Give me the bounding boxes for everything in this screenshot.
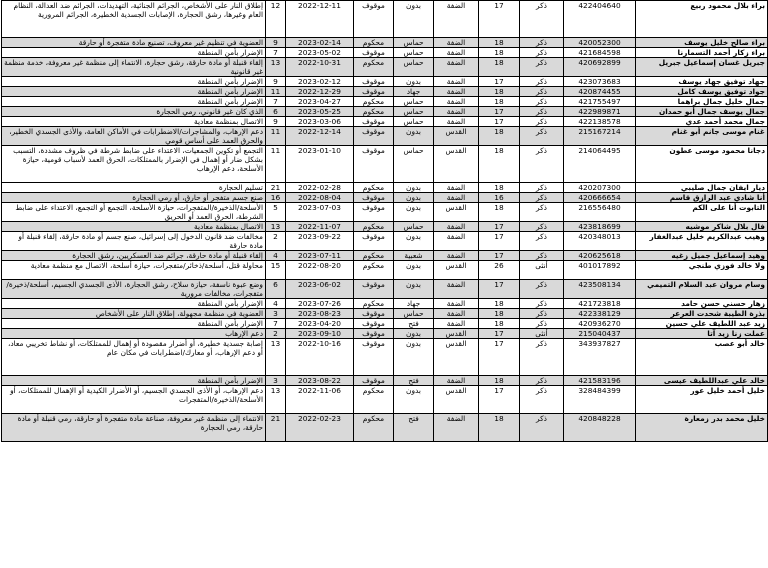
cell-age: 18 <box>479 97 520 107</box>
cell-charges: العضوية في تنظيم غير معروف، تصنيع مادة متفجرة أو حارقة <box>2 38 266 48</box>
cell-region: الضفة <box>434 319 479 329</box>
cell-months: 7 <box>266 319 286 329</box>
cell-affiliation: بدون <box>394 339 434 376</box>
cell-age: 18 <box>479 376 520 386</box>
cell-status: محكوم <box>354 38 394 48</box>
cell-date: 2023-02-14 <box>286 38 354 48</box>
cell-id-number: 423508134 <box>564 280 636 299</box>
cell-id-number: 216556480 <box>564 203 636 222</box>
cell-status: موقوف <box>354 319 394 329</box>
cell-charges: الإضرار بأمن المنطقة <box>2 48 266 58</box>
cell-affiliation: حماس <box>394 38 434 48</box>
cell-date: 2023-09-10 <box>286 329 354 339</box>
cell-charges: دعم الإرهاب <box>2 329 266 339</box>
cell-charges: دعم الإرهاب، والمشاجرات/الاضطرابات في الأماكن العامة، والأذى الجسدي الخطير، والحرق العمد على أساس قومي <box>2 127 266 146</box>
cell-id-number: 215167214 <box>564 127 636 146</box>
cell-affiliation: فتح <box>394 319 434 329</box>
table-row <box>2 319 768 329</box>
cell-date: 2023-04-27 <box>286 97 354 107</box>
cell-gender: ذكر <box>520 376 564 386</box>
cell-status: محكوم <box>354 58 394 77</box>
cell-charges: الإضرار بأمن المنطقة <box>2 319 266 329</box>
table-body <box>2 1 768 442</box>
cell-status: محكوم <box>354 97 394 107</box>
cell-gender: ذكر <box>520 127 564 146</box>
table-row <box>2 222 768 232</box>
cell-name: جمال محمد أحمد عدي <box>636 117 768 127</box>
cell-status: موقوف <box>354 193 394 203</box>
cell-charges: وضع عبوة ناسفة، حيازة سلاح، رشق الحجارة، الأذى الجسدي الجسيم، أسلحة/ذخيرة/متفجرات، مخالفات مرورية <box>2 280 266 299</box>
table-row <box>2 48 768 58</box>
cell-region: الضفة <box>434 48 479 58</box>
cell-gender: ذكر <box>520 107 564 117</box>
cell-name: خالد أبو عصب <box>636 339 768 376</box>
cell-age: 17 <box>479 222 520 232</box>
table-row <box>2 261 768 280</box>
cell-id-number: 420207300 <box>564 183 636 193</box>
cell-date: 2023-05-25 <box>286 107 354 117</box>
cell-charges: التجمع أو تكوين الجمعيات، الاعتداء على ضابط شرطة في ظروف مشددة، التسبب بشكل ضار أو إهمال في الإضرار بالممتلكات، الحرق العمد لأسباب قومية، حيازة الأسلحة، دعم الإرهاب <box>2 146 266 183</box>
cell-months: 15 <box>266 261 286 280</box>
cell-region: الضفة <box>434 309 479 319</box>
cell-name: غنام موسى جانم أبو غنام <box>636 127 768 146</box>
cell-age: 17 <box>479 77 520 87</box>
cell-gender: أنثى <box>520 329 564 339</box>
cell-age: 18 <box>479 38 520 48</box>
cell-gender: ذكر <box>520 232 564 251</box>
cell-id-number: 423073683 <box>564 77 636 87</box>
cell-charges: إصابة جسدية خطيرة، أو أضرار مقصودة أو إهمال للممتلكات، أو نشاط تخريبي معاد، أو دعم الإرهاب، أو معارك/اضطرابات في مكان عام <box>2 339 266 376</box>
cell-gender: ذكر <box>520 339 564 376</box>
cell-date: 2023-07-26 <box>286 299 354 309</box>
cell-status: محكوم <box>354 183 394 193</box>
cell-months: 11 <box>266 127 286 146</box>
cell-affiliation: حماس <box>394 107 434 117</box>
cell-months: 2 <box>266 232 286 251</box>
cell-gender: ذكر <box>520 183 564 193</box>
cell-date: 2022-12-29 <box>286 87 354 97</box>
table-row <box>2 280 768 299</box>
table-row <box>2 376 768 386</box>
cell-gender: ذكر <box>520 319 564 329</box>
cell-months: 4 <box>266 251 286 261</box>
cell-charges: إلقاء قنبلة أو مادة حارقة، جرائم ضد العسكريين، رشق الحجارة <box>2 251 266 261</box>
cell-status: محكوم <box>354 222 394 232</box>
cell-gender: ذكر <box>520 48 564 58</box>
cell-months: 9 <box>266 38 286 48</box>
table-row <box>2 77 768 87</box>
cell-affiliation: بدون <box>394 127 434 146</box>
cell-gender: ذكر <box>520 309 564 319</box>
cell-status: موقوف <box>354 117 394 127</box>
cell-gender: ذكر <box>520 77 564 87</box>
cell-affiliation: حماس <box>394 222 434 232</box>
cell-date: 2023-08-23 <box>286 309 354 319</box>
cell-age: 17 <box>479 1 520 38</box>
cell-id-number: 420848228 <box>564 414 636 442</box>
cell-name: فال بلال شاكر موشيه <box>636 222 768 232</box>
cell-id-number: 214064495 <box>564 146 636 183</box>
cell-region: القدس <box>434 261 479 280</box>
cell-months: 21 <box>266 183 286 193</box>
cell-region: الضفة <box>434 38 479 48</box>
cell-gender: ذكر <box>520 414 564 442</box>
cell-months: 6 <box>266 280 286 299</box>
cell-charges: الانتماء إلى منظمة غير معروفة، صناعة مادة متفجرة أو حارقة، رمي قنبلة أو مادة حارقة، رمي الحجارة <box>2 414 266 442</box>
cell-date: 2022-02-23 <box>286 414 354 442</box>
cell-name: جهاد توفيق جهاد يوسف <box>636 77 768 87</box>
cell-status: موقوف <box>354 127 394 146</box>
cell-age: 18 <box>479 319 520 329</box>
cell-name: جبريل غسان إسماعيل جبريل <box>636 58 768 77</box>
cell-age: 18 <box>479 58 520 77</box>
cell-affiliation: بدون <box>394 329 434 339</box>
table-row <box>2 251 768 261</box>
cell-name: أنا شادي عبد الرازق قاسم <box>636 193 768 203</box>
cell-id-number: 420692899 <box>564 58 636 77</box>
cell-affiliation: بدون <box>394 280 434 299</box>
cell-gender: ذكر <box>520 58 564 77</box>
cell-affiliation: فتح <box>394 414 434 442</box>
cell-region: الضفة <box>434 183 479 193</box>
cell-gender: ذكر <box>520 251 564 261</box>
cell-months: 16 <box>266 193 286 203</box>
table-row <box>2 203 768 222</box>
cell-date: 2022-11-06 <box>286 386 354 414</box>
cell-months: 11 <box>266 146 286 183</box>
cell-charges: الإضرار بأمن المنطقة <box>2 299 266 309</box>
cell-gender: ذكر <box>520 203 564 222</box>
table-row <box>2 58 768 77</box>
cell-gender: ذكر <box>520 87 564 97</box>
cell-date: 2022-10-31 <box>286 58 354 77</box>
table-row <box>2 107 768 117</box>
cell-affiliation: بدون <box>394 1 434 38</box>
cell-months: 5 <box>266 203 286 222</box>
cell-affiliation: بدون <box>394 232 434 251</box>
cell-age: 16 <box>479 193 520 203</box>
cell-name: عملت زنا زيد آتا <box>636 329 768 339</box>
cell-months: 13 <box>266 386 286 414</box>
table-row <box>2 1 768 38</box>
cell-status: موقوف <box>354 87 394 97</box>
table-row <box>2 97 768 107</box>
cell-date: 2022-12-14 <box>286 127 354 146</box>
cell-id-number: 420348013 <box>564 232 636 251</box>
cell-region: القدس <box>434 329 479 339</box>
cell-id-number: 420666654 <box>564 193 636 203</box>
cell-name: جمال خليل جمال براهما <box>636 97 768 107</box>
detainees-table <box>1 0 768 442</box>
cell-age: 18 <box>479 203 520 222</box>
cell-region: الضفة <box>434 193 479 203</box>
cell-age: 18 <box>479 183 520 193</box>
cell-gender: ذكر <box>520 38 564 48</box>
cell-name: دجانا محمود موسى عطون <box>636 146 768 183</box>
cell-region: الضفة <box>434 251 479 261</box>
cell-name: خالد علي عبداللطيف عيسى <box>636 376 768 386</box>
cell-charges: تسليم الحجارة <box>2 183 266 193</box>
cell-age: 17 <box>479 386 520 414</box>
cell-status: موقوف <box>354 1 394 38</box>
cell-name: براء صالح خليل يوسف <box>636 38 768 48</box>
cell-name: وهيد إسماعيل جميل زغيه <box>636 251 768 261</box>
cell-months: 21 <box>266 414 286 442</box>
cell-region: الضفة <box>434 414 479 442</box>
cell-date: 2022-08-04 <box>286 193 354 203</box>
cell-region: القدس <box>434 386 479 414</box>
cell-age: 18 <box>479 127 520 146</box>
cell-date: 2022-11-07 <box>286 222 354 232</box>
cell-name: بذرة الطيبة شحدت العرعر <box>636 309 768 319</box>
cell-status: موقوف <box>354 309 394 319</box>
cell-id-number: 420052300 <box>564 38 636 48</box>
table-row <box>2 386 768 414</box>
cell-region: الضفة <box>434 87 479 97</box>
cell-date: 2022-12-11 <box>286 1 354 38</box>
cell-status: موقوف <box>354 203 394 222</box>
cell-gender: ذكر <box>520 1 564 38</box>
cell-gender: ذكر <box>520 146 564 183</box>
cell-age: 18 <box>479 309 520 319</box>
cell-date: 2023-09-22 <box>286 232 354 251</box>
cell-region: الضفة <box>434 97 479 107</box>
cell-months: 13 <box>266 58 286 77</box>
cell-status: موقوف <box>354 339 394 376</box>
cell-age: 17 <box>479 232 520 251</box>
cell-gender: أنثى <box>520 261 564 280</box>
table-row <box>2 183 768 193</box>
cell-charges: الإضرار بأمن المنطقة <box>2 97 266 107</box>
cell-name: جمال يوسف جمال أبو حمدان <box>636 107 768 117</box>
cell-charges: الإضرار بأمن المنطقة <box>2 77 266 87</box>
cell-name: جواد توفيق يوسف كامل <box>636 87 768 97</box>
cell-age: 18 <box>479 87 520 97</box>
cell-affiliation: بدون <box>394 261 434 280</box>
cell-id-number: 421583196 <box>564 376 636 386</box>
cell-date: 2023-01-10 <box>286 146 354 183</box>
cell-months: 13 <box>266 222 286 232</box>
cell-name: خليل أحمد خليل عور <box>636 386 768 414</box>
cell-charges: محاولة قتل، أسلحة/ذخائر/متفجرات، حيازة أسلحة، الاتصال مع منظمة معادية <box>2 261 266 280</box>
cell-gender: ذكر <box>520 222 564 232</box>
cell-charges: دعم الإرهاب، أو الأذى الجسدي الجسيم، أو الأضرار الكيدية أو الإهمال للممتلكات، أو الأسلحة/الذخيرة/المتفجرات <box>2 386 266 414</box>
cell-date: 2023-02-12 <box>286 77 354 87</box>
cell-region: الضفة <box>434 107 479 117</box>
cell-charges: الإضرار بأمن المنطقة <box>2 376 266 386</box>
cell-age: 17 <box>479 280 520 299</box>
cell-months: 12 <box>266 1 286 38</box>
cell-id-number: 422989871 <box>564 107 636 117</box>
cell-gender: ذكر <box>520 97 564 107</box>
table-row <box>2 299 768 309</box>
cell-status: موقوف <box>354 146 394 183</box>
cell-name: ديار ايفان جمال صليبي <box>636 183 768 193</box>
cell-region: الضفة <box>434 222 479 232</box>
cell-region: الضفة <box>434 280 479 299</box>
cell-gender: ذكر <box>520 117 564 127</box>
cell-name: خليل محمد بدر زمعارة <box>636 414 768 442</box>
cell-charges: الذي كان غير قانوني، رمي الحجارة <box>2 107 266 117</box>
cell-charges: إطلاق النار على الأشخاص، الجرائم الجنائية، التهديدات، الجرائم ضد العدالة، النظام العام وغيرها، رشق الحجارة، الإصابات الجسدية الخطيرة، الجرائم المرورية <box>2 1 266 38</box>
cell-status: محكوم <box>354 107 394 117</box>
cell-status: موقوف <box>354 329 394 339</box>
cell-status: موقوف <box>354 77 394 87</box>
cell-age: 17 <box>479 107 520 117</box>
cell-charges: مخالفات ضد قانون الدخول إلى إسرائيل، صنع جسم أو مادة حارقة، إلقاء قنبلة أو مادة حارقة <box>2 232 266 251</box>
cell-id-number: 423818699 <box>564 222 636 232</box>
table-row <box>2 87 768 97</box>
cell-status: موقوف <box>354 48 394 58</box>
cell-gender: ذكر <box>520 386 564 414</box>
cell-region: الضفة <box>434 77 479 87</box>
cell-affiliation: حماس <box>394 97 434 107</box>
cell-date: 2022-08-20 <box>286 261 354 280</box>
table-row <box>2 414 768 442</box>
cell-months: 9 <box>266 117 286 127</box>
cell-name: زهار حسني حسن حامد <box>636 299 768 309</box>
cell-status: موقوف <box>354 280 394 299</box>
cell-status: محكوم <box>354 414 394 442</box>
cell-date: 2022-02-28 <box>286 183 354 193</box>
cell-date: 2022-10-16 <box>286 339 354 376</box>
cell-charges: صنع جسم متفجر أو حارق، أو رمي الحجارة <box>2 193 266 203</box>
cell-affiliation: بدون <box>394 183 434 193</box>
table-row <box>2 127 768 146</box>
cell-name: وهيب عبدالكريم خليل عبدالغفار <box>636 232 768 251</box>
cell-id-number: 328484399 <box>564 386 636 414</box>
cell-months: 3 <box>266 376 286 386</box>
cell-status: محكوم <box>354 299 394 309</box>
cell-id-number: 421755497 <box>564 97 636 107</box>
cell-months: 3 <box>266 309 286 319</box>
cell-status: محكوم <box>354 386 394 414</box>
cell-age: 17 <box>479 339 520 376</box>
cell-age: 17 <box>479 251 520 261</box>
cell-months: 7 <box>266 48 286 58</box>
cell-date: 2023-07-03 <box>286 203 354 222</box>
cell-date: 2023-07-11 <box>286 251 354 261</box>
cell-id-number: 421723818 <box>564 299 636 309</box>
cell-age: 18 <box>479 414 520 442</box>
table-row <box>2 329 768 339</box>
cell-charges: الأسلحة/الذخيرة/المتفجرات، حيازة الأسلحة، التجمع أو التجمع، الاعتداء على ضابط الشرطة، الحرق العمد أو الحريق <box>2 203 266 222</box>
cell-region: الضفة <box>434 232 479 251</box>
cell-months: 9 <box>266 77 286 87</box>
cell-status: محكوم <box>354 261 394 280</box>
cell-name: ولا خالد فوزي طنجي <box>636 261 768 280</box>
cell-charges: العضوية في منظمة مجهولة، إطلاق النار على الأشخاص <box>2 309 266 319</box>
table-row <box>2 309 768 319</box>
cell-affiliation: حماس <box>394 117 434 127</box>
cell-months: 11 <box>266 87 286 97</box>
cell-id-number: 422404640 <box>564 1 636 38</box>
cell-age: 26 <box>479 261 520 280</box>
cell-id-number: 401017892 <box>564 261 636 280</box>
cell-region: الضفة <box>434 1 479 38</box>
cell-gender: ذكر <box>520 193 564 203</box>
cell-name: التابوت أنا على الكم <box>636 203 768 222</box>
cell-status: موقوف <box>354 232 394 251</box>
cell-name: زيد عبد اللطيف علي حسين <box>636 319 768 329</box>
cell-id-number: 422138578 <box>564 117 636 127</box>
cell-name: وسام مروان عبد السلام التميمي <box>636 280 768 299</box>
cell-region: القدس <box>434 127 479 146</box>
cell-affiliation: جهاد <box>394 87 434 97</box>
cell-id-number: 420874455 <box>564 87 636 97</box>
cell-months: 13 <box>266 339 286 376</box>
cell-affiliation: حماس <box>394 58 434 77</box>
cell-id-number: 343937827 <box>564 339 636 376</box>
cell-id-number: 422338129 <box>564 309 636 319</box>
cell-age: 17 <box>479 329 520 339</box>
cell-region: الضفة <box>434 299 479 309</box>
cell-date: 2023-08-22 <box>286 376 354 386</box>
cell-affiliation: حماس <box>394 309 434 319</box>
cell-date: 2023-03-06 <box>286 117 354 127</box>
cell-affiliation: بدون <box>394 193 434 203</box>
cell-gender: ذكر <box>520 280 564 299</box>
cell-charges: إلقاء قنبلة أو مادة حارقة، رشق حجارة، الانتماء إلى منظمة غير معروفة، خدمة منظمة غير قانونية <box>2 58 266 77</box>
cell-age: 18 <box>479 48 520 58</box>
cell-id-number: 420936270 <box>564 319 636 329</box>
cell-affiliation: بدون <box>394 77 434 87</box>
cell-affiliation: فتح <box>394 376 434 386</box>
cell-months: 4 <box>266 299 286 309</box>
cell-affiliation: شعبية <box>394 251 434 261</box>
cell-months: 2 <box>266 329 286 339</box>
cell-age: 17 <box>479 117 520 127</box>
cell-name: براء زكار أحمد التسمارنا <box>636 48 768 58</box>
cell-charges: الاتصال بمنظمة معادية <box>2 117 266 127</box>
cell-charges: الإضرار بأمن المنطقة <box>2 87 266 97</box>
cell-affiliation: جهاد <box>394 299 434 309</box>
cell-region: الضفة <box>434 117 479 127</box>
cell-months: 6 <box>266 107 286 117</box>
cell-status: محكوم <box>354 251 394 261</box>
table-row <box>2 146 768 183</box>
cell-region: القدس <box>434 339 479 376</box>
cell-region: الضفة <box>434 376 479 386</box>
cell-affiliation: بدون <box>394 203 434 222</box>
cell-id-number: 421684598 <box>564 48 636 58</box>
cell-name: براء بلال محمود ربيع <box>636 1 768 38</box>
table-row <box>2 193 768 203</box>
cell-affiliation: حماس <box>394 48 434 58</box>
table-row <box>2 38 768 48</box>
cell-age: 18 <box>479 299 520 309</box>
table-row <box>2 232 768 251</box>
cell-date: 2023-04-20 <box>286 319 354 329</box>
cell-status: موقوف <box>354 376 394 386</box>
cell-date: 2023-05-02 <box>286 48 354 58</box>
cell-gender: ذكر <box>520 299 564 309</box>
cell-charges: الاتصال بمنظمة معادية <box>2 222 266 232</box>
cell-region: القدس <box>434 203 479 222</box>
table-row <box>2 117 768 127</box>
cell-id-number: 420625618 <box>564 251 636 261</box>
cell-date: 2023-06-02 <box>286 280 354 299</box>
cell-age: 18 <box>479 146 520 183</box>
cell-id-number: 215040437 <box>564 329 636 339</box>
cell-affiliation: حماس <box>394 146 434 183</box>
cell-region: القدس <box>434 146 479 183</box>
cell-region: الضفة <box>434 58 479 77</box>
cell-months: 7 <box>266 97 286 107</box>
table-row <box>2 339 768 376</box>
cell-affiliation: بدون <box>394 386 434 414</box>
